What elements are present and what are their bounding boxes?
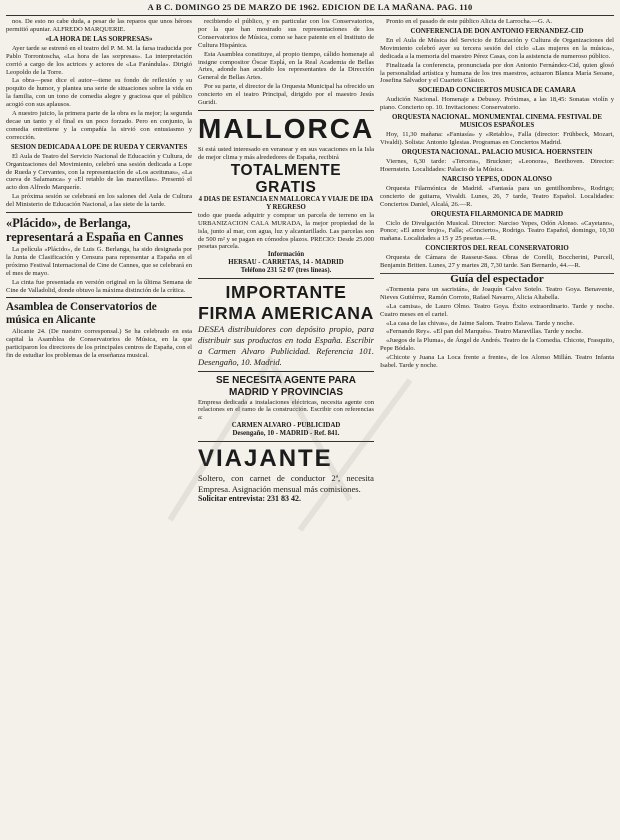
- ad-mallorca-text: Si está usted interesado en veranear y en sus vacaciones en la Isla de mejor clima y más alrededores de España, recibirá: [198, 145, 374, 161]
- article-paragraph: Alicante 24. (De nuestro corresponsal.) Se ha celebrado en esta capital la Asamblea de Conservatorios de Música, en la que participaron los directores de los principales centros de España, con el fin de estudiar los problemas de la enseñanza musical.: [6, 328, 192, 359]
- article-paragraph: La cinta fue presentada en versión original en la última Semana de Cine de Valladolid, donde obtuvo la máxima distinción de la crítica.: [6, 278, 192, 294]
- guide-title: Guía del espectador: [380, 273, 614, 284]
- headline-placido-cannes: «Plácido», de Berlanga, representará a España en Cannes: [6, 216, 184, 244]
- article-paragraph: Orquesta de Cámara de Rasseur-Sass. Obras de Corelli, Boccherini, Purcell, Benjamin Britten. Lunes, 27 y martes 28, 7,30 tarde. San Bernardo, 44.—R.: [380, 254, 614, 270]
- guide-entry: «Tormenta para un sacristán», de Joaquín Calvo Sotelo. Teatro Goya. Benavente, Nieves Gutiérrez, Ramón Corroto, Rafael Navarro, Alicia Altabella.: [380, 285, 614, 301]
- article-paragraph: A nuestro juicio, la primera parte de la obra es la mejor; la segunda decae un tanto y el final es un poco forzado. Pero en conjunto, la comedia entretiene y la compañía la sirvió con entusiasmo y corrección.: [6, 110, 192, 141]
- headline-filarmonica: ORQUESTA FILARMONICA DE MADRID: [430, 210, 564, 218]
- ad-mallorca-sub: 4 DIAS DE ESTANCIA EN MALLORCA Y VIAJE DE IDA Y REGRESO: [198, 195, 374, 211]
- article-paragraph: La próxima sesión se celebrará en los salones del Aula de Cultura del Ministerio de Educación Nacional, a las siete de la tarde.: [6, 193, 192, 209]
- ad-agente-title: SE NECESITA AGENTE PARA MADRID Y PROVINCIAS: [215, 374, 356, 398]
- ad-mallorca: [198, 114, 374, 275]
- column-right: [380, 18, 614, 836]
- guide-entry: «Fernando Rey». «El pan del Marqués». Teatro Maravillas. Tarde y noche.: [386, 328, 583, 336]
- ad-agente-contact: CARMEN ALVARO - PUBLICIDAD: [231, 422, 341, 430]
- guide-entry: «Juegos de la Pluma», de Ángel de Andrés. Teatro de la Comedia. Chicote, Frasquito, Pepe Bódalo.: [380, 337, 614, 353]
- divider: [198, 278, 374, 279]
- column-left: [6, 18, 192, 836]
- article-paragraph: Viernes, 6,30 tarde: «Tercera», Bruckner; «Leonora», Beethoven. Director: Hoernstein. Localidades: Palacio de la Música.: [380, 157, 614, 173]
- ad-mallorca-body: todo que pueda adquirir y comprar un parcela de terreno en la URBANIZACION CALA MURADA, la mejor propiedad de la isla, junto al mar, con agua, luz y alcantarillado. Las parcelas son de 500 m² y se pagan en cómodos plazos. PRECIO: Desde 25.000 pesetas parcela.: [198, 211, 374, 251]
- headline-real-conservatorio: CONCIERTOS DEL REAL CONSERVATORIO: [425, 245, 569, 253]
- article-paragraph: Ayer tarde se estrenó en el teatro del P. M. M. la farsa traducida por Pablo Torrontoscha, «La hora de las sorpresas». La interpretación corrió a cargo de los actrices y actores de «La Farándula». Dirigió Leopoldo de la Torre.: [6, 44, 192, 76]
- ad-mallorca-contact: HERSAU - CARRETAS, 14 - MADRID: [228, 259, 344, 267]
- ad-mallorca-gratis: TOTALMENTE GRATIS: [230, 161, 342, 196]
- guide-entry: «La casa de las chivas», de Jaime Salom. Teatro Eslava. Tarde y noche.: [386, 319, 575, 327]
- headline-orquesta-nacional: ORQUESTA NACIONAL. MONUMENTAL CINEMA. FESTIVAL DE MUSICOS ESPAÑOLES: [392, 114, 602, 130]
- headline-asamblea-alicante: Asamblea de Conservatorios de música en Alicante: [6, 301, 157, 326]
- article-paragraph: El Aula de Teatro del Servicio Nacional de Educación y Cultura, de Organizaciones del Movimiento, celebró una sesión dedicada a Lope de Rueda y Cervantes, con la representación de «Los aceitunas», «La cueva de Salamanca» y «El retablo de las maravillas». Presentó el acto don Alfredo Marqueríe.: [6, 152, 192, 192]
- column-center: [198, 18, 374, 836]
- ad-firma-americana: [198, 282, 374, 367]
- article-paragraph: Por su parte, el director de la Orquesta Municipal ha ofrecido un concierto en el teatro Principal, dirigido por el maestro Jesús Guridi.: [198, 83, 374, 107]
- article-paragraph: Orquesta Filarmónica de Madrid. «Fantasía para un gentilhombre», Rodrigo; concierto de guitarra, Vivaldi. Lunes, 26, 7 tarde, Teatro Español. Localidades: Conciertos Daniel, Alcalá, 26.—R.: [380, 184, 614, 208]
- article-paragraph: Esta Asamblea constituye, al propio tiempo, cálido homenaje al insigne compositor Óscar Esplá, en la Real Academia de Bellas Artes, adonde han acudido los representantes de la Dirección General de Bellas Artes.: [198, 50, 374, 82]
- headline-lope-cervantes: SESION DEDICADA A LOPE DE RUEDA Y CERVANTES: [10, 143, 188, 151]
- divider: [198, 441, 374, 442]
- ad-viajante: [198, 445, 374, 503]
- page-header: A B C. DOMINGO 25 DE MARZO DE 1962. EDICION DE LA MAÑANA. PAG. 110: [6, 3, 614, 16]
- article-paragraph: La obra—pese dice el autor—tiene su fondo de reflexión y su poquito de humor, y plantea una serie de situaciones sobre la vida en la familia, con un tono de comedia alegre y graciosa que el público acogió con sus aplausos.: [6, 77, 192, 109]
- headline-hora-sorpresas: «LA HORA DE LAS SORPRESAS»: [45, 35, 153, 43]
- guide-entry: «La camisa», de Lauro Olmo. Teatro Goya. Éxito extraordinario. Tarde y noche. Cuatro meses en el cartel.: [380, 302, 614, 318]
- ad-viajante-text: Soltero, con carnet de conductor 2ª, necesita Empresa. Asignación mensual más comisiones.: [198, 473, 374, 495]
- divider: [6, 297, 192, 298]
- ad-agente-address: Desengaño, 10 - MADRID - Ref. 841.: [232, 430, 340, 438]
- divider: [198, 371, 374, 372]
- article-paragraph: Audición Nacional. Homenaje a Debussy. Próximas, a las 18,45: Sonatas violín y piano. Concierto op. 10. Invitaciones: Conservatorio.: [380, 96, 614, 112]
- article-paragraph: La película «Plácido», de Luis G. Berlanga, ha sido designada por la Junta de Clasificación y Censura para representar a España en el próximo Festival Internacional de Cine de Cannes, que se celebrará en el mes de mayo.: [6, 246, 192, 277]
- article-intro: nos. De esto no cabe duda, a pesar de las reparos que unos héroes permitió apuntar. ALFREDO MARQUERIE.: [6, 18, 192, 33]
- ad-mallorca-title: MALLORCA: [198, 112, 374, 144]
- article-paragraph: recibiendo el público, y en particular con los Conservatorios, por la que han mostrado sus representaciones de los Conservatorios de Música, como se hace patente en el Instituto de Cultura Hispánica.: [198, 18, 374, 49]
- ad-agente: [198, 375, 374, 439]
- headline-conferencia: CONFERENCIA DE DON ANTONIO FERNANDEZ-CID: [410, 27, 584, 35]
- ad-mallorca-info: Información: [267, 251, 305, 259]
- ad-agente-text: Empresa dedicada a instalaciones eléctricas, necesita agente con relaciones en el ramo de la construcción. Escribir con referencias a:: [198, 398, 374, 422]
- headline-palacio-musica: ORQUESTA NACIONAL. PALACIO MUSICA. HOERNSTEIN: [401, 148, 593, 156]
- ad-mallorca-phone: Teléfono 231 52 07 (tres líneas).: [240, 267, 332, 275]
- article-paragraph: Ciclo de Divulgación Musical. Director: Narciso Yepes, Odón Alonso. «Cayetano», Ponce; «El amor brujo», Falla; «Concierto», Rodrigo. Teatro Español, domingo, 10,30 mañana. Localidades a 15 y 25 pesetas.—R.: [380, 219, 614, 243]
- article-paragraph: Finalizada la conferencia, pronunciada por don Antonio Fernández-Cid, quien glosó la personalidad artística y humana de los tres maestros, actuaron Blanca María Seoane, Josefina Salvador y el Cuarteto Clásico.: [380, 61, 614, 85]
- headline-yepes-alonso: NARCISO YEPES, ODON ALONSO: [441, 175, 552, 183]
- ad-firma-text: DESEA distribuidores con depósito propio, para distribuir sus productos en toda España. Escribir a Carmen Alvaro Publicidad. Referencia 101. Desengaño, 10. Madrid.: [198, 324, 374, 367]
- divider: [198, 110, 374, 111]
- article-paragraph: Pronto en el pasado de este público Alicia de Larrocha.—G. A.: [386, 18, 553, 25]
- divider: [6, 212, 192, 213]
- article-paragraph: Hoy, 11,30 mañana: «Fantasía» y «Retablo», Falla (director: Frühbeck, Mozart, Vivaldi). Solista: Antonio Iglesias. Programas en Conciertos Madrid.: [380, 131, 614, 147]
- ad-viajante-phone: Solicitar entrevista: 231 83 42.: [198, 493, 302, 503]
- article-paragraph: En el Aula de Música del Servicio de Educación y Cultura de Organizaciones del Movimiento celebró ayer su tercera sesión del ciclo «Las mujeres en la música», dedicada a la memoria del maestro Pérez Casas, con la asistencia de numeroso público.: [380, 36, 614, 60]
- ad-viajante-title: VIAJANTE: [198, 445, 333, 473]
- guide-entry: «Chicote y Juana La Loca frente a frente», de los Alonso Millán. Teatro Infanta Isabel. Tarde y noche.: [380, 354, 614, 370]
- headline-sociedad-conciertos: SOCIEDAD CONCIERTOS MUSICA DE CAMARA: [418, 87, 576, 95]
- ad-firma-title: IMPORTANTE FIRMA AMERICANA: [198, 282, 374, 324]
